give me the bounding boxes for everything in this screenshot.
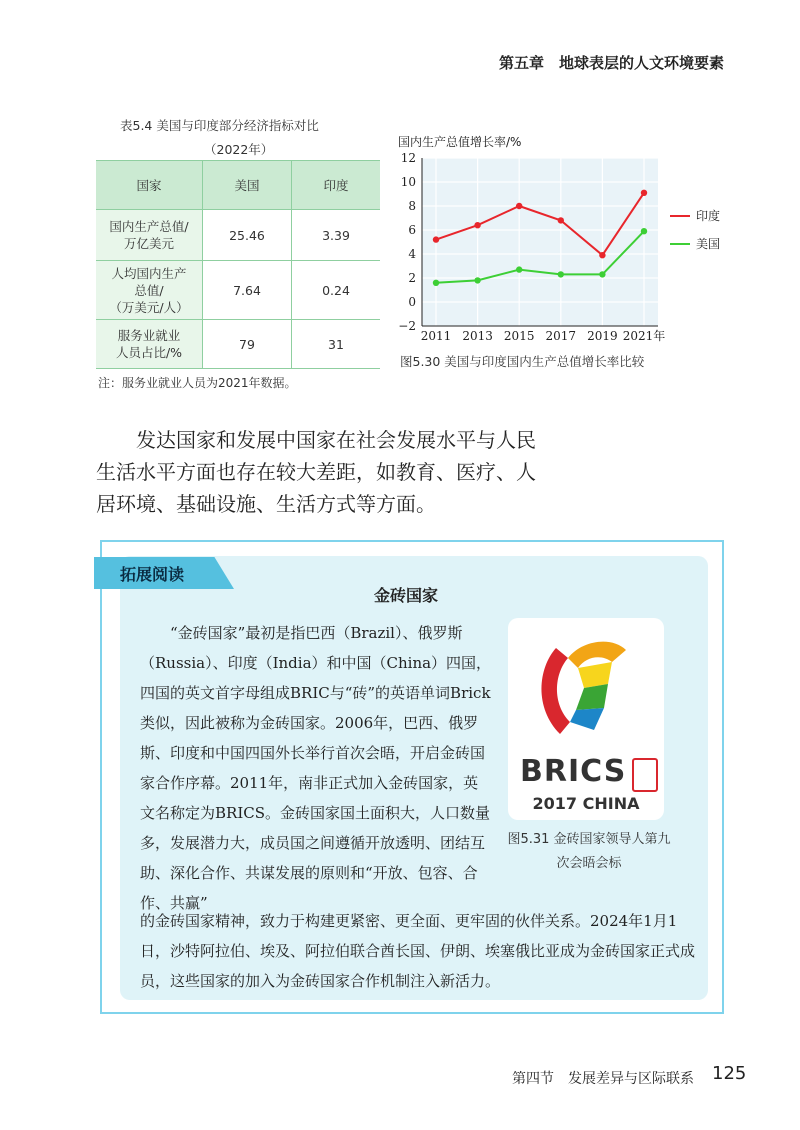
table-header-row	[96, 161, 380, 210]
table-cell: 31	[292, 320, 381, 369]
x-tick-label: 2019	[587, 329, 618, 343]
plot-area	[422, 158, 658, 326]
row-label: 国内生产总值/ 万亿美元	[96, 210, 203, 261]
footer-section: 第四节 发展差异与区际联系	[512, 1071, 694, 1087]
economic-table	[96, 160, 380, 369]
logo-subtext: 2017 CHINA	[532, 794, 640, 813]
reading-tab-label: 拓展阅读	[120, 565, 185, 584]
chapter-header: 第五章 地球表层的人文环境要素	[498, 54, 724, 72]
y-tick-label: 12	[400, 151, 416, 165]
table-year: （2022年）	[204, 142, 274, 157]
table-row	[96, 261, 380, 320]
table-header-cell: 印度	[292, 161, 381, 210]
y-tick-label: 8	[408, 199, 416, 213]
x-tick-label: 2013	[462, 329, 493, 343]
data-point	[474, 277, 480, 283]
row-label: 服务业就业 人员占比/%	[96, 320, 203, 369]
y-tick-labels	[398, 151, 416, 333]
brics-logo	[508, 618, 664, 820]
reading-title: 金砖国家	[374, 586, 439, 605]
table-cell: 7.64	[203, 261, 292, 320]
data-point	[433, 280, 439, 286]
table-row	[96, 210, 380, 261]
gdp-growth-chart	[390, 130, 730, 352]
legend-label: 美国	[696, 237, 721, 251]
seal-icon	[632, 758, 658, 792]
table-header-cell: 国家	[96, 161, 203, 210]
y-tick-label: 0	[408, 295, 416, 309]
data-point	[516, 266, 522, 272]
table-caption: 表5.4 美国与印度部分经济指标对比	[120, 118, 319, 133]
x-tick-label: 2015	[503, 329, 535, 343]
row-label: 人均国内生产 总值/ （万美元/人）	[96, 261, 203, 320]
data-point	[641, 228, 647, 234]
y-tick-label: 4	[408, 247, 416, 261]
data-point	[558, 217, 564, 223]
legend	[670, 208, 720, 251]
logo-text: BRICS	[520, 754, 627, 789]
x-tick-label: 2021年	[622, 329, 666, 343]
body-paragraph: 发达国家和发展中国家在社会发展水平与人民生活水平方面也存在较大差距，如教育、医疗、人居环境、基础设施、生活方式等方面。	[96, 428, 536, 516]
legend-label: 印度	[696, 209, 721, 223]
table-cell: 3.39	[292, 210, 381, 261]
data-point	[558, 271, 564, 277]
data-point	[599, 271, 605, 277]
data-point	[433, 236, 439, 242]
table-cell: 25.46	[203, 210, 292, 261]
brics-swirl-icon	[508, 618, 664, 748]
x-tick-label: 2017	[545, 329, 577, 343]
y-tick-label: 2	[408, 271, 416, 285]
table-cell: 79	[203, 320, 292, 369]
data-point	[516, 203, 522, 209]
figure-caption: 图5.30 美国与印度国内生产总值增长率比较	[400, 354, 645, 369]
reading-text-2: 的金砖国家精神，致力于构建更紧密、更全面、更牢固的伙伴关系。2024年1月1日，沙特阿拉伯、埃及、阿拉伯联合酋长国、伊朗、埃塞俄比亚成为金砖国家正式成员，这些国家的加入为金砖国家合作机制注入新活力。	[140, 912, 696, 990]
table-cell: 0.24	[292, 261, 381, 320]
data-point	[599, 252, 605, 258]
table-header-cell: 美国	[203, 161, 292, 210]
reading-text-1: “金砖国家”最初是指巴西（Brazil）、俄罗斯（Russia）、印度（India）和中国（China）四国，四国的英文首字母组成BRIC与“砖”的英语单词Brick类似，因此被称为金砖国家。2006年，巴西、俄罗斯、印度和中国四国外长举行首次会晤，开启金砖国家合作序幕。2011年，南非正式加入金砖国家，英文名称定为BRICS。金砖国家国土面积大，人口数量多，发展潜力大，成员国之间遵循开放透明、团结互助、深化合作、共谋发展的原则和“开放、包容、合作、共赢”	[140, 624, 492, 912]
x-tick-labels	[421, 328, 666, 343]
data-point	[474, 222, 480, 228]
logo-caption: 图5.31 金砖国家领导人第九次会晤会标	[507, 832, 671, 871]
y-tick-label: 6	[408, 223, 416, 237]
table-note: 注：服务业就业人员为2021年数据。	[98, 376, 297, 390]
x-tick-label: 2011	[420, 329, 452, 343]
y-axis-label: 国内生产总值增长率/%	[398, 135, 522, 149]
table-row	[96, 320, 380, 369]
y-tick-label: 10	[400, 175, 416, 189]
page-number: 125	[712, 1063, 747, 1084]
data-point	[641, 190, 647, 196]
y-tick-label: −2	[398, 319, 416, 333]
